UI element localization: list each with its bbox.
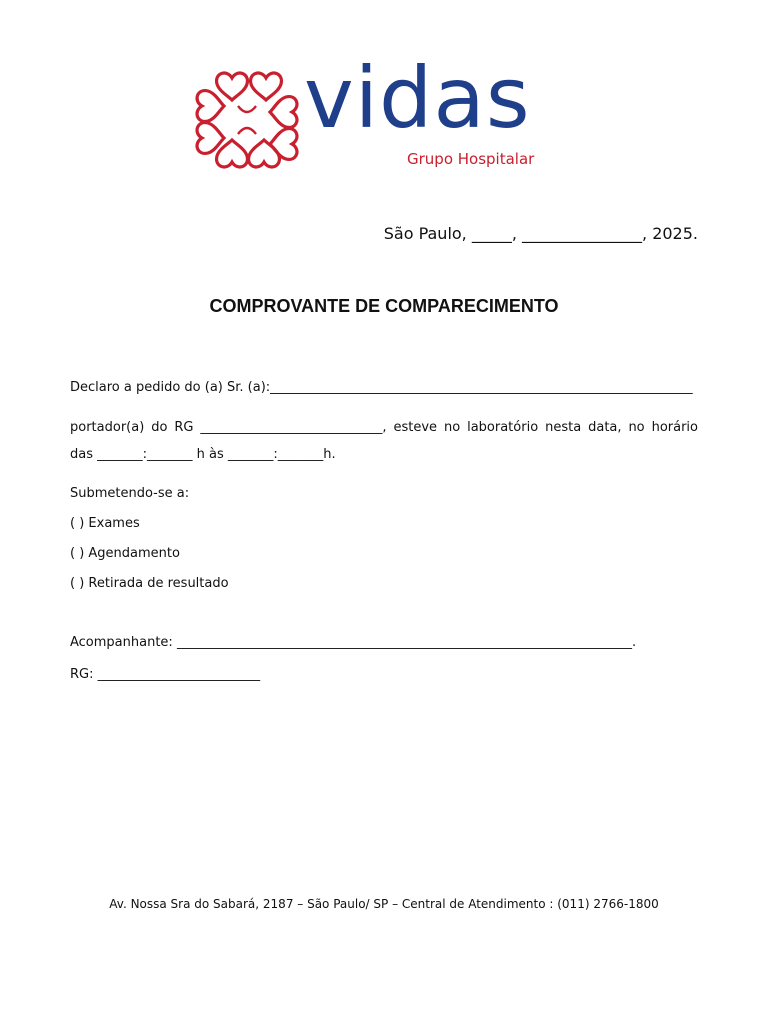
logo-subtitle: Grupo Hospitalar [407,150,535,168]
portador-line: portador(a) do RG ____________________________, esteve no laboratório nesta data, no horário [70,420,698,435]
option-retirada: ( ) Retirada de resultado [70,576,229,591]
horario-line: das _______:_______ h às _______:_______h. [70,447,336,462]
vidas-logo [186,49,556,176]
hearts-logo-icon [186,64,308,176]
date-line: São Paulo, _____, _______________, 2025. [383,224,698,243]
acompanhante-line: Acompanhante: ______________________________________________________________________. [70,635,637,650]
option-agendamento: ( ) Agendamento [70,546,180,561]
document-title: COMPROVANTE DE COMPARECIMENTO [209,296,559,316]
declaro-line: Declaro a pedido do (a) Sr. (a):_________________________________________________________________ [70,380,693,395]
rg-line: RG: _________________________ [70,667,261,682]
footer-address: Av. Nossa Sra do Sabará, 2187 – São Paulo/ SP – Central de Atendimento : (011) 2766-1800 [109,897,659,911]
option-exames: ( ) Exames [70,516,140,531]
logo-wordmark: vidas [304,49,531,147]
submetendo-label: Submetendo-se a: [70,486,190,501]
